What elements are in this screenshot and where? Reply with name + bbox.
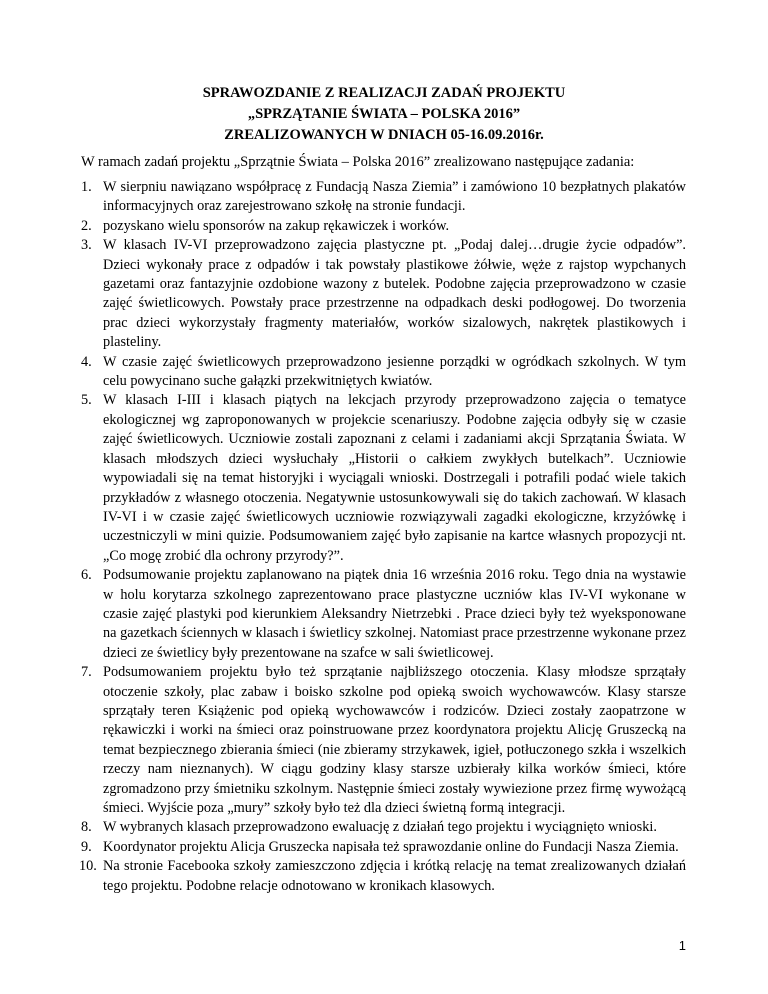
list-item-text: W czasie zajęć świetlicowych przeprowadzono jesienne porządki w ogródkach szkolnych. W tym celu powycinano suche gałązki przekwitniętych kwiatów.: [103, 353, 686, 390]
list-item: [81, 217, 686, 236]
list-item-number: 3.: [81, 237, 92, 254]
list-item: [81, 178, 686, 217]
list-item-text: Na stronie Facebooka szkoły zamieszczono zdjęcia i krótką relację na temat zrealizowanych działań tego projektu. Podobne relacje odnotowano w kronikach klasowych.: [103, 858, 686, 894]
page-number: 1: [678, 938, 686, 953]
list-item-number: 6.: [81, 567, 92, 584]
list-item-number: 2.: [81, 217, 92, 234]
task-list: [81, 178, 686, 896]
list-item: [81, 818, 686, 837]
list-item-number: 10.: [79, 858, 97, 875]
document-title-line-1: SPRAWOZDANIE Z REALIZACJI ZADAŃ PROJEKTU: [202, 85, 566, 101]
document-title-line-3: ZREALIZOWANYCH W DNIACH 05-16.09.2016r.: [224, 127, 544, 143]
list-item: [81, 857, 686, 896]
intro-paragraph: W ramach zadań projektu „Sprzątnie Świata – Polska 2016” zrealizowano następujące zadania:: [81, 154, 635, 170]
list-item-text: W wybranych klasach przeprowadzono ewaluację z działań tego projektu i wyciągnięto wnioski.: [103, 819, 657, 836]
list-item: [81, 838, 686, 857]
list-item-number: 5.: [81, 392, 92, 409]
list-item-text: pozyskano wielu sponsorów na zakup rękawiczek i worków.: [103, 217, 450, 234]
list-item-text: W klasach IV-VI przeprowadzono zajęcia plastyczne pt. „Podaj dalej…drugie życie odpadów”. Dzieci wykonały prace z odpadów i tak powstały plastikowe żółwie, węże z rajstop wypchanych gazetami oraz fantazyjnie ozdobione wazony z butelek. Podobne zajęcia przeprowadzono w czasie zajęć świetlicowych. Powstały prace przestrzenne na odpadkach deski podłogowej. Do tworzenia prac dzieci wykorzystały fragmenty materiałów, worków sizalowych, nakrętek plastikowych i plasteliny.: [103, 237, 686, 351]
list-item-number: 9.: [81, 838, 92, 855]
list-item-text: Podsumowanie projektu zaplanowano na piątek dnia 16 września 2016 roku. Tego dnia na wystawie w holu korytarza szkolnego zaprezentowano prace plastyczne uczniów klas IV-VI wykonane w czasie zajęć plastyki pod kierunkiem Aleksandry Nietrzebki . Prace dzieci były też wyeksponowane na gazetkach ściennych w klasach i świetlicy szkolnej. Natomiast prace przestrzenne wykonane przez dzieci ze świetlicy były prezentowane na szafce w sali świetlicowej.: [103, 567, 686, 661]
list-item-number: 1.: [81, 179, 92, 195]
list-item-text: Koordynator projektu Alicja Gruszecka napisała też sprawozdanie online do Fundacji Nasza Ziemia.: [103, 838, 679, 855]
list-item: [81, 566, 686, 663]
document-title-line-2: „SPRZĄTANIE ŚWIATA – POLSKA 2016”: [247, 106, 521, 122]
list-item-text: Podsumowaniem projektu było też sprzątanie najbliższego otoczenia. Klasy młodsze sprzątały otoczenie szkoły, plac zabaw i boisko szkolne pod opieką swoich wychowawców. Klasy starsze sprzątały teren Książenic pod opieką wychowawców i rodziców. Dzieci zostały zaopatrzone w rękawiczki i worki na śmieci oraz poinstruowane przez koordynatora projektu Alicję Gruszecką na temat bezpiecznego zbierania śmieci (nie zbieramy strzykawek, igieł, potłuczonego szkła i wszelkich rzeczy nam nieznanych). W ciągu godziny klasy starsze uzbierały kilka worków śmieci, które zgromadzono przy śmietniku szkolnym. Następnie śmieci zostały wywiezione przez firmę wywożącą śmieci. Wyjście poza „mury” szkoły było też dla dzieci świetną formą integracji.: [103, 664, 686, 816]
list-item-text: W klasach I-III i klasach piątych na lekcjach przyrody przeprowadzono zajęcia o tematyce ekologicznej wg zaproponowanych w projekcie scenariuszy. Podobne zajęcia odbyły się w czasie zajęć świetlicowych. Uczniowie zostali zapoznani z celami i zadaniami akcji Sprzątania Świata. W klasach młodszych dzieci wysłuchały „Historii o całkiem zwykłych butelkach”. Uczniowie wypowiadali się na temat historyjki i wyciągali wnioski. Dostrzegali i potrafili podać wiele takich przykładów z własnego otoczenia. Negatywnie ustosunkowywali się do takich zachowań. W klasach IV-VI i w czasie zajęć świetlicowych uczniowie rozwiązywali zagadki ekologiczne, krzyżówkę i uczestniczyli w mini quizie. Podsumowaniem zajęć było zapisanie na kartce własnych propozycji nt. „Co mogę zrobić dla ochrony przyrody?”.: [103, 392, 686, 564]
list-item: [81, 353, 686, 392]
list-item-text: W sierpniu nawiązano współpracę z Fundacją Nasza Ziemia” i zamówiono 10 bezpłatnych plakatów informacyjnych oraz zarejestrowano szkołę na stronie fundacji.: [103, 179, 686, 215]
list-item-number: 4.: [81, 353, 92, 370]
list-item: [81, 236, 686, 352]
list-item-number: 7.: [81, 664, 92, 681]
list-item: [81, 391, 686, 566]
list-item: [81, 663, 686, 818]
list-item-number: 8.: [81, 819, 92, 836]
